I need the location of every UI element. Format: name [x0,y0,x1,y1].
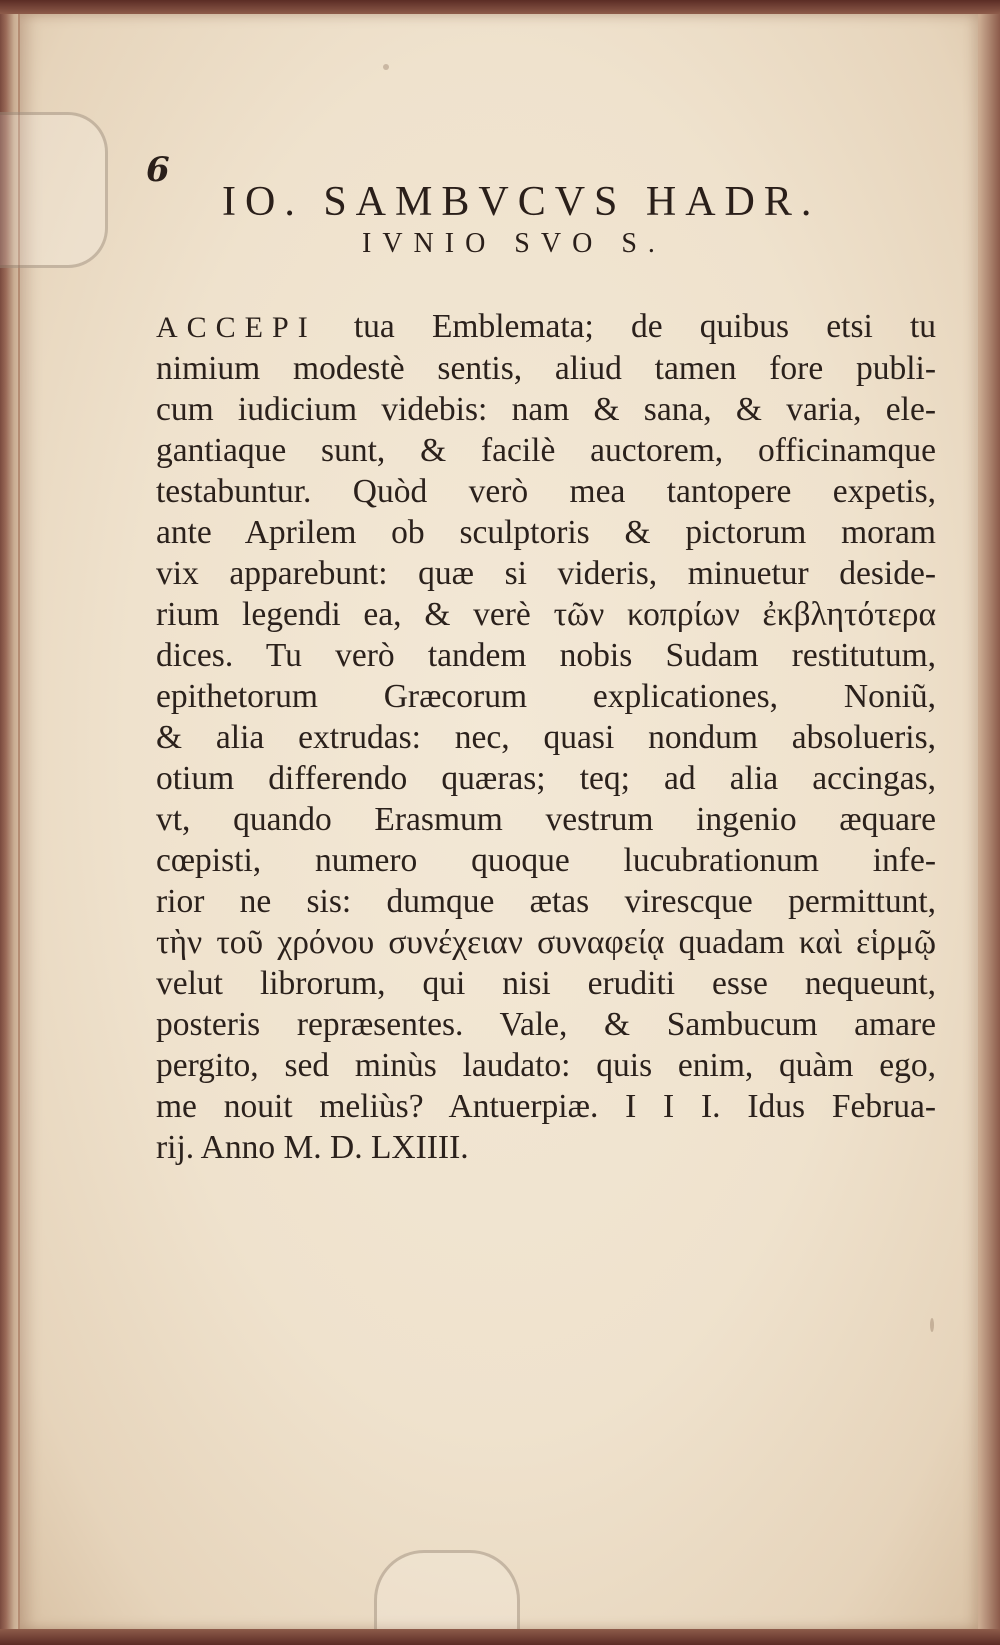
letter-line: rij. Anno M. D. LXIIII. [156,1129,469,1166]
letter-line: ante Aprilem ob sculptoris & pictorum moram [156,514,936,551]
letter-body [156,306,936,1168]
letter-line: cœpisti, numero quoque lucubrationum infe- [156,842,936,879]
letter-line: gantiaque sunt, & facilè auctorem, officinamque [156,432,936,469]
letter-line: pergito, sed minùs laudato: quis enim, quàm ego, [156,1047,936,1084]
letter-line-text: tua Emblemata; de quibus etsi tu [353,308,937,345]
page-title: IO. SAMBVCVS HADR. [222,179,821,225]
ink-spot [930,1318,934,1332]
book-edge-top [0,0,1000,14]
letter-line: vix apparebunt: quæ si videris, minuetur deside- [156,555,936,592]
letter-line: posteris repræsentes. Vale, & Sambucum amare [156,1006,936,1043]
letter-line: vt, quando Erasmum vestrum ingenio æquare [156,801,936,838]
letter-line: nimium modestè sentis, aliud tamen fore publi- [156,350,936,387]
letter-line: otium differendo quæras; teq; ad alia accingas, [156,760,936,797]
ink-spot [383,64,389,70]
opening-word: ACCEPI [156,311,317,344]
letter-line: rium legendi ea, & verè τῶν κοπρίων ἐκβλητότερα [156,596,936,633]
letter-line [156,306,936,348]
letter-line: cum iudicium videbis: nam & sana, & varia, ele- [156,391,936,428]
letter-line: velut librorum, qui nisi eruditi esse nequeunt, [156,965,936,1002]
book-edge-bottom [0,1629,1000,1645]
page-subtitle: IVNIO SVO S. [362,228,666,259]
letter-line: dices. Tu verò tandem nobis Sudam restitutum, [156,637,936,674]
letter-line: rior ne sis: dumque ætas virescque permittunt, [156,883,936,920]
page-clip-left [0,112,108,268]
letter-line: me nouit meliùs? Antuerpiæ. I I I. Idus Februa- [156,1088,936,1125]
letter-line: testabuntur. Quòd verò mea tantopere expetis, [156,473,936,510]
letter-line: & alia extrudas: nec, quasi nondum absolueris, [156,719,936,756]
letter-line: τὴν τοῦ χρόνου συνέχειαν συναφείᾳ quadam καὶ εἱρμῷ [156,924,936,961]
page-number: 6 [146,150,170,190]
letter-line: epithetorum Græcorum explicationes, Noniũ, [156,678,936,715]
